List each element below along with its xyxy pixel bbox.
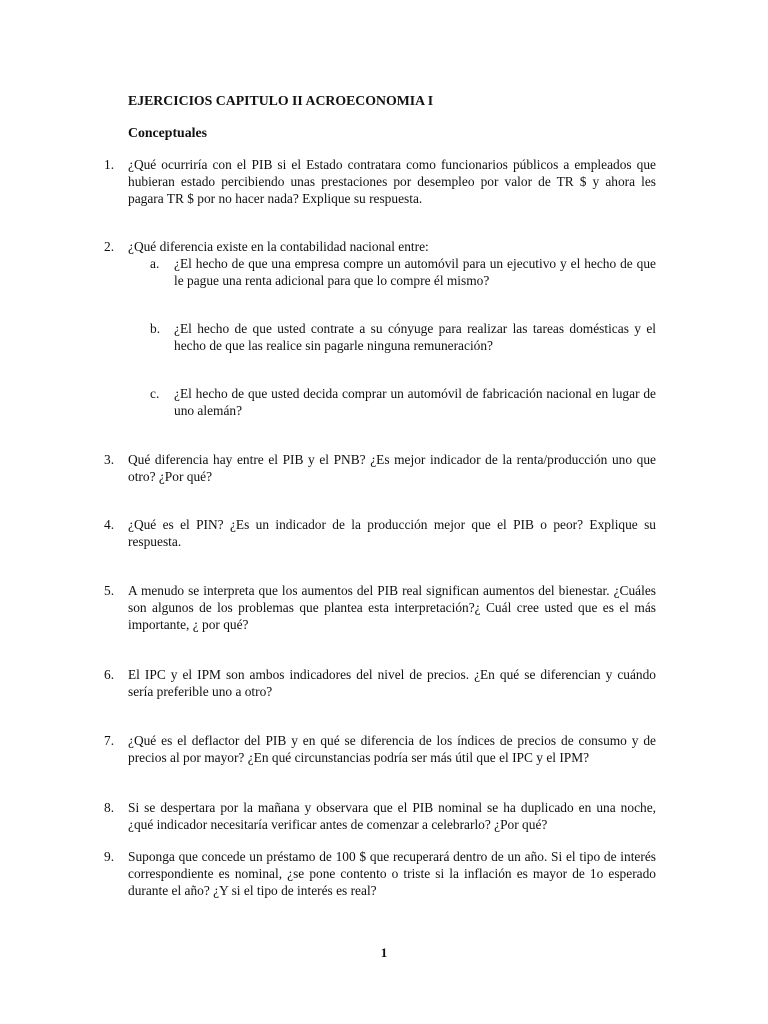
question-text: Si se despertara por la mañana y observara que el PIB nominal se ha duplicado en una noche, ¿qué indicador necesitaría verificar antes de comenzar a celebrarlo? ¿Por qué?: [128, 800, 656, 832]
question-text: ¿Qué ocurriría con el PIB si el Estado contratara como funcionarios públicos a empleados que hubieran estado percibiendo unas prestaciones por desempleo por valor de TR $ y ahora les pagara TR $ por no hacer nada? Explique su respuesta.: [128, 157, 656, 206]
question-text: A menudo se interpreta que los aumentos del PIB real significan aumentos del bienestar. ¿Cuáles son algunos de los problemas que plantea esta interpretación?¿ Cuál cree usted que es el más importante, ¿ por qué?: [128, 583, 656, 632]
question-number: 2.: [104, 239, 115, 254]
question-9: [104, 848, 656, 899]
subitem-letter: b.: [150, 321, 161, 336]
question-text: El IPC y el IPM son ambos indicadores del nivel de precios. ¿En qué se diferencian y cuándo sería preferible uno a otro?: [128, 667, 656, 699]
question-number: 3.: [104, 452, 115, 467]
question-text: ¿Qué es el PIN? ¿Es un indicador de la producción mejor que el PIB o peor? Explique su respuesta.: [128, 517, 656, 549]
subitem-letter: c.: [150, 386, 160, 401]
question-text: Qué diferencia hay entre el PIB y el PNB? ¿Es mejor indicador de la renta/producción uno que otro? ¿Por qué?: [128, 452, 656, 484]
question-2: [104, 238, 656, 255]
question-2-subitem-c: [150, 385, 656, 419]
question-text: ¿Qué diferencia existe en la contabilidad nacional entre:: [128, 239, 429, 254]
subitem-text: ¿El hecho de que usted decida comprar un automóvil de fabricación nacional en lugar de uno alemán?: [174, 386, 656, 418]
question-8: [104, 799, 656, 833]
page-number: 1: [380, 945, 388, 960]
section-heading: Conceptuales: [128, 125, 207, 140]
question-6: [104, 666, 656, 700]
question-3: [104, 451, 656, 485]
question-number: 4.: [104, 517, 115, 532]
subitem-letter: a.: [150, 256, 160, 271]
question-number: 9.: [104, 849, 115, 864]
question-2-subitem-b: [150, 320, 656, 354]
question-number: 8.: [104, 800, 115, 815]
question-2-subitem-a: [150, 255, 656, 289]
question-4: [104, 516, 656, 550]
subitem-text: ¿El hecho de que usted contrate a su cónyuge para realizar las tareas domésticas y el hecho de que las realice sin pagarle ninguna remuneración?: [174, 321, 656, 353]
question-text: Suponga que concede un préstamo de 100 $ que recuperará dentro de un año. Si el tipo de interés correspondiente es nominal, ¿se pone contento o triste si la inflación es mayor de 1o esperado durante el año? ¿Y si el tipo de interés es real?: [128, 849, 656, 898]
question-7: [104, 732, 656, 766]
question-number: 6.: [104, 667, 115, 682]
question-number: 5.: [104, 583, 115, 598]
question-text: ¿Qué es el deflactor del PIB y en qué se diferencia de los índices de precios de consumo y de precios al por mayor? ¿En qué circunstancias podría ser más útil que el IPC y el IPM?: [128, 733, 656, 765]
question-number: 7.: [104, 733, 115, 748]
question-number: 1.: [104, 157, 115, 172]
subitem-text: ¿El hecho de que una empresa compre un automóvil para un ejecutivo y el hecho de que le pague una renta adicional para que lo compre él mismo?: [174, 256, 656, 288]
document-title: EJERCICIOS CAPITULO II ACROECONOMIA I: [128, 93, 434, 108]
question-1: [104, 156, 656, 207]
question-5: [104, 582, 656, 633]
